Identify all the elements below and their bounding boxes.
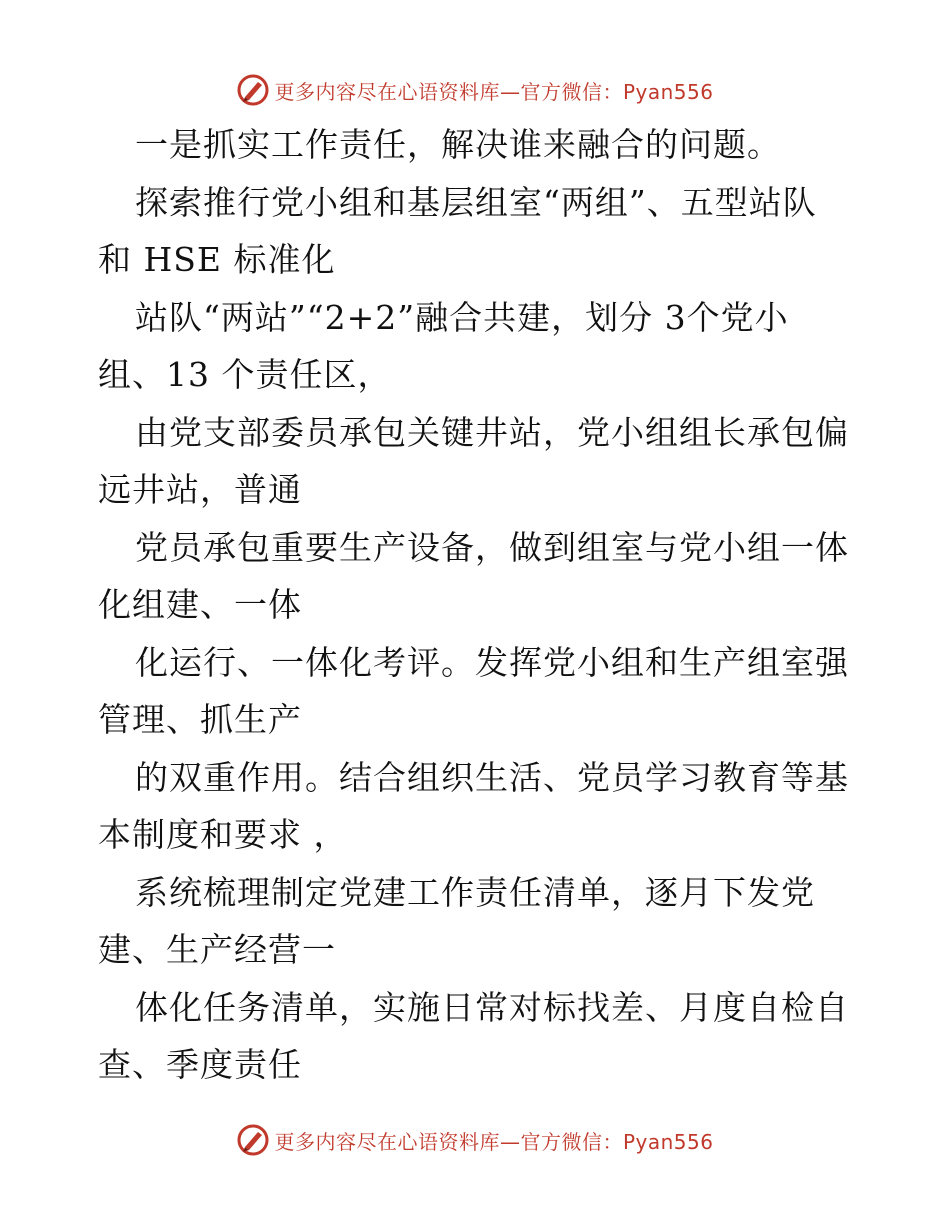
text-line: 体化任务清单，实施日常对标找差、月度自检自 xyxy=(135,987,849,1027)
header-banner-text: 更多内容尽在心语资料库—官方微信：Pyan556 xyxy=(274,79,714,104)
text-line: 远井站，普通 xyxy=(98,470,302,509)
text-line: 一是抓实工作责任，解决谁来融合的问题。 xyxy=(135,125,781,164)
text-line: 的双重作用。结合组织生活、党员学习教育等基 xyxy=(135,757,849,797)
text-line: 系统梳理制定党建工作责任清单，逐月下发党 xyxy=(135,872,815,912)
text-line: 查、季度责任 xyxy=(98,1045,302,1084)
footer-banner-text: 更多内容尽在心语资料库—官方微信：Pyan556 xyxy=(274,1129,714,1154)
header-banner xyxy=(0,70,950,110)
footer-banner xyxy=(0,1120,950,1160)
text-line: 站队“两站”“2+2”融合共建，划分 3个党小 xyxy=(135,297,789,337)
text-line: 和 HSE 标准化 xyxy=(98,240,336,279)
text-line: 建、生产经营一 xyxy=(98,930,336,969)
pen-logo-icon xyxy=(236,73,270,107)
pen-logo-icon xyxy=(236,1123,270,1157)
text-line: 组、13 个责任区， xyxy=(98,355,392,394)
text-line: 化运行、一体化考评。发挥党小组和生产组室强 xyxy=(135,642,849,682)
text-line: 本制度和要求 ， xyxy=(98,815,348,854)
text-line: 由党支部委员承包关键井站，党小组组长承包偏 xyxy=(135,412,849,452)
text-line: 党员承包重要生产设备，做到组室与党小组一体 xyxy=(135,527,849,567)
text-line: 管理、抓生产 xyxy=(98,700,302,739)
text-line: 探索推行党小组和基层组室“两组”、五型站队 xyxy=(135,182,817,222)
document-body xyxy=(98,116,858,1094)
text-line: 化组建、一体 xyxy=(98,585,302,624)
